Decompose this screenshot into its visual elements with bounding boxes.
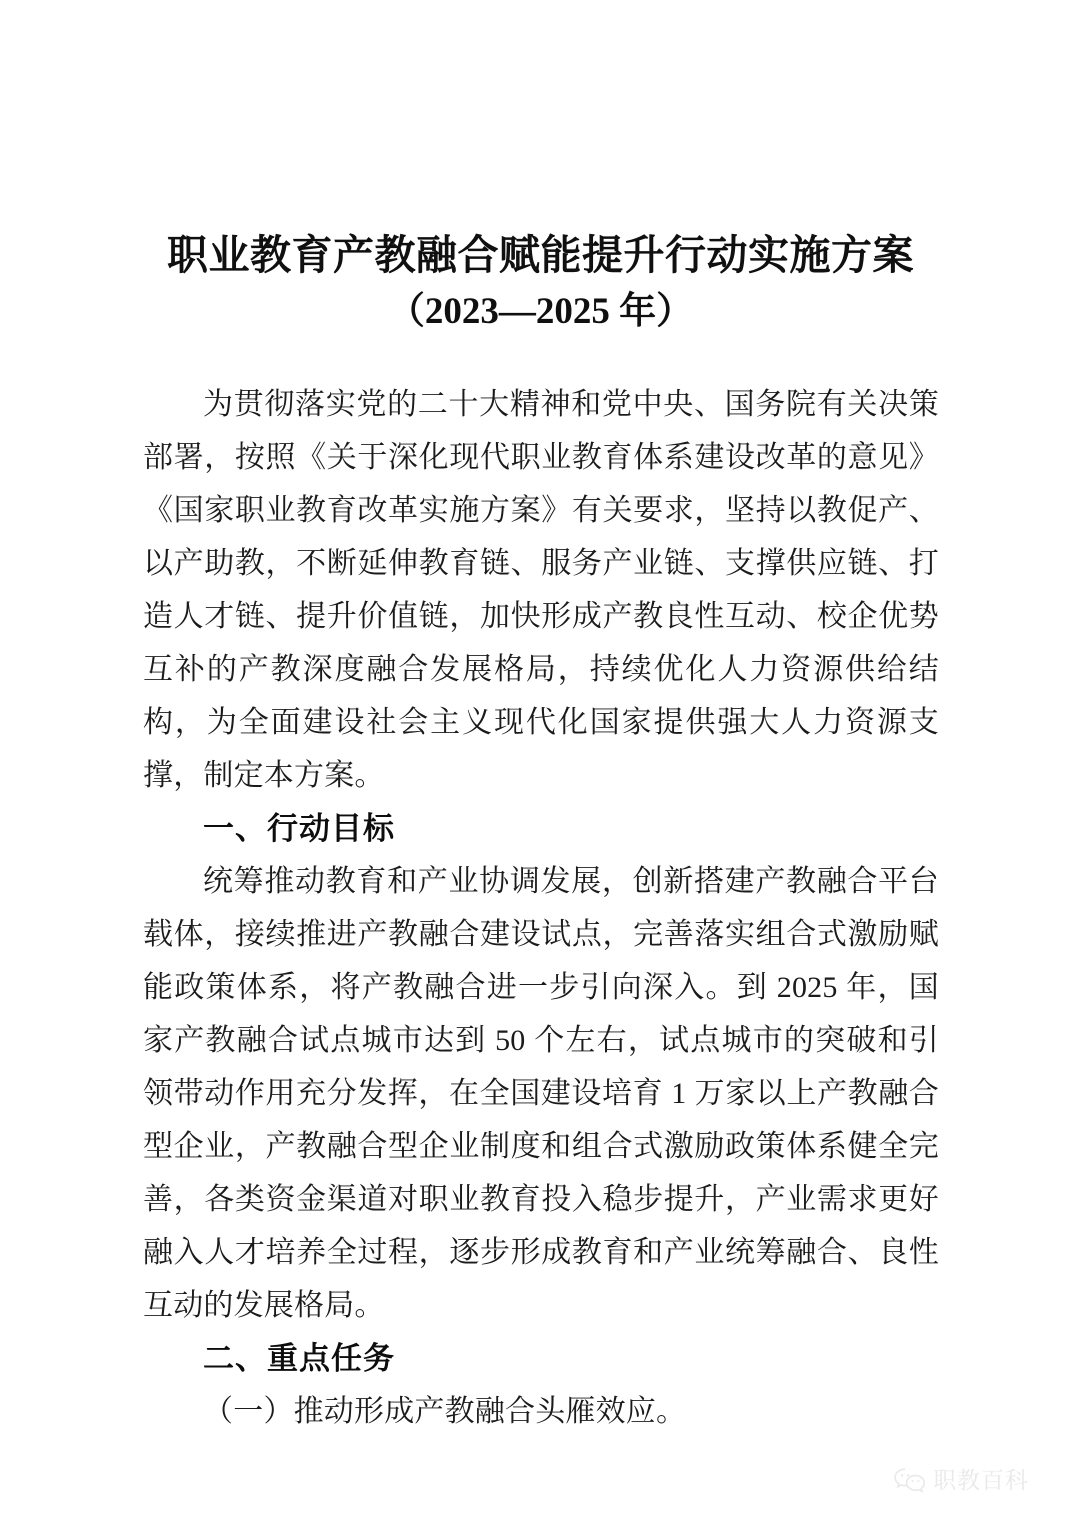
wechat-logo-icon	[893, 1466, 927, 1494]
section-body-action-goals: 统筹推动教育和产业协调发展，创新搭建产教融合平台载体，接续推进产教融合建设试点，完善落实组合式激励赋能政策体系，将产教融合进一步引向深入。到 2025 年，国家产教融合试点城市达到 50 个左右，试点城市的突破和引领带动作用充分发挥，在全国建设培育 1 万家以上产教融合型企业，产教融合型企业制度和组合式激励政策体系健全完善，各类资金渠道对职业教育投入稳步提升，产业需求更好融入人才培养全过程，逐步形成教育和产业统筹融合、良性互动的发展格局。	[143, 865, 939, 1322]
page-subtitle-date-range: （2023—2025 年）	[387, 291, 694, 332]
subsection-heading-lead-goose-effect: （一）推动形成产教融合头雁效应。	[203, 1395, 687, 1428]
watermark	[893, 1466, 1029, 1494]
page-title: 职业教育产教融合赋能提升行动实施方案	[167, 232, 914, 278]
watermark-label: 职教百科	[933, 1467, 1029, 1493]
document-title-block	[143, 228, 938, 338]
section-heading-key-tasks: 二、重点任务	[203, 1341, 395, 1376]
section-heading-action-goals: 一、行动目标	[203, 811, 395, 846]
document-body	[143, 378, 939, 1438]
preamble-paragraph: 为贯彻落实党的二十大精神和党中央、国务院有关决策部署，按照《关于深化现代职业教育体系建设改革的意见》《国家职业教育改革实施方案》有关要求，坚持以教促产、以产助教，不断延伸教育链、服务产业链、支撑供应链、打造人才链、提升价值链，加快形成产教良性互动、校企优势互补的产教深度融合发展格局，持续优化人力资源供给结构，为全面建设社会主义现代化国家提供强大人力资源支撑，制定本方案。	[143, 388, 939, 792]
